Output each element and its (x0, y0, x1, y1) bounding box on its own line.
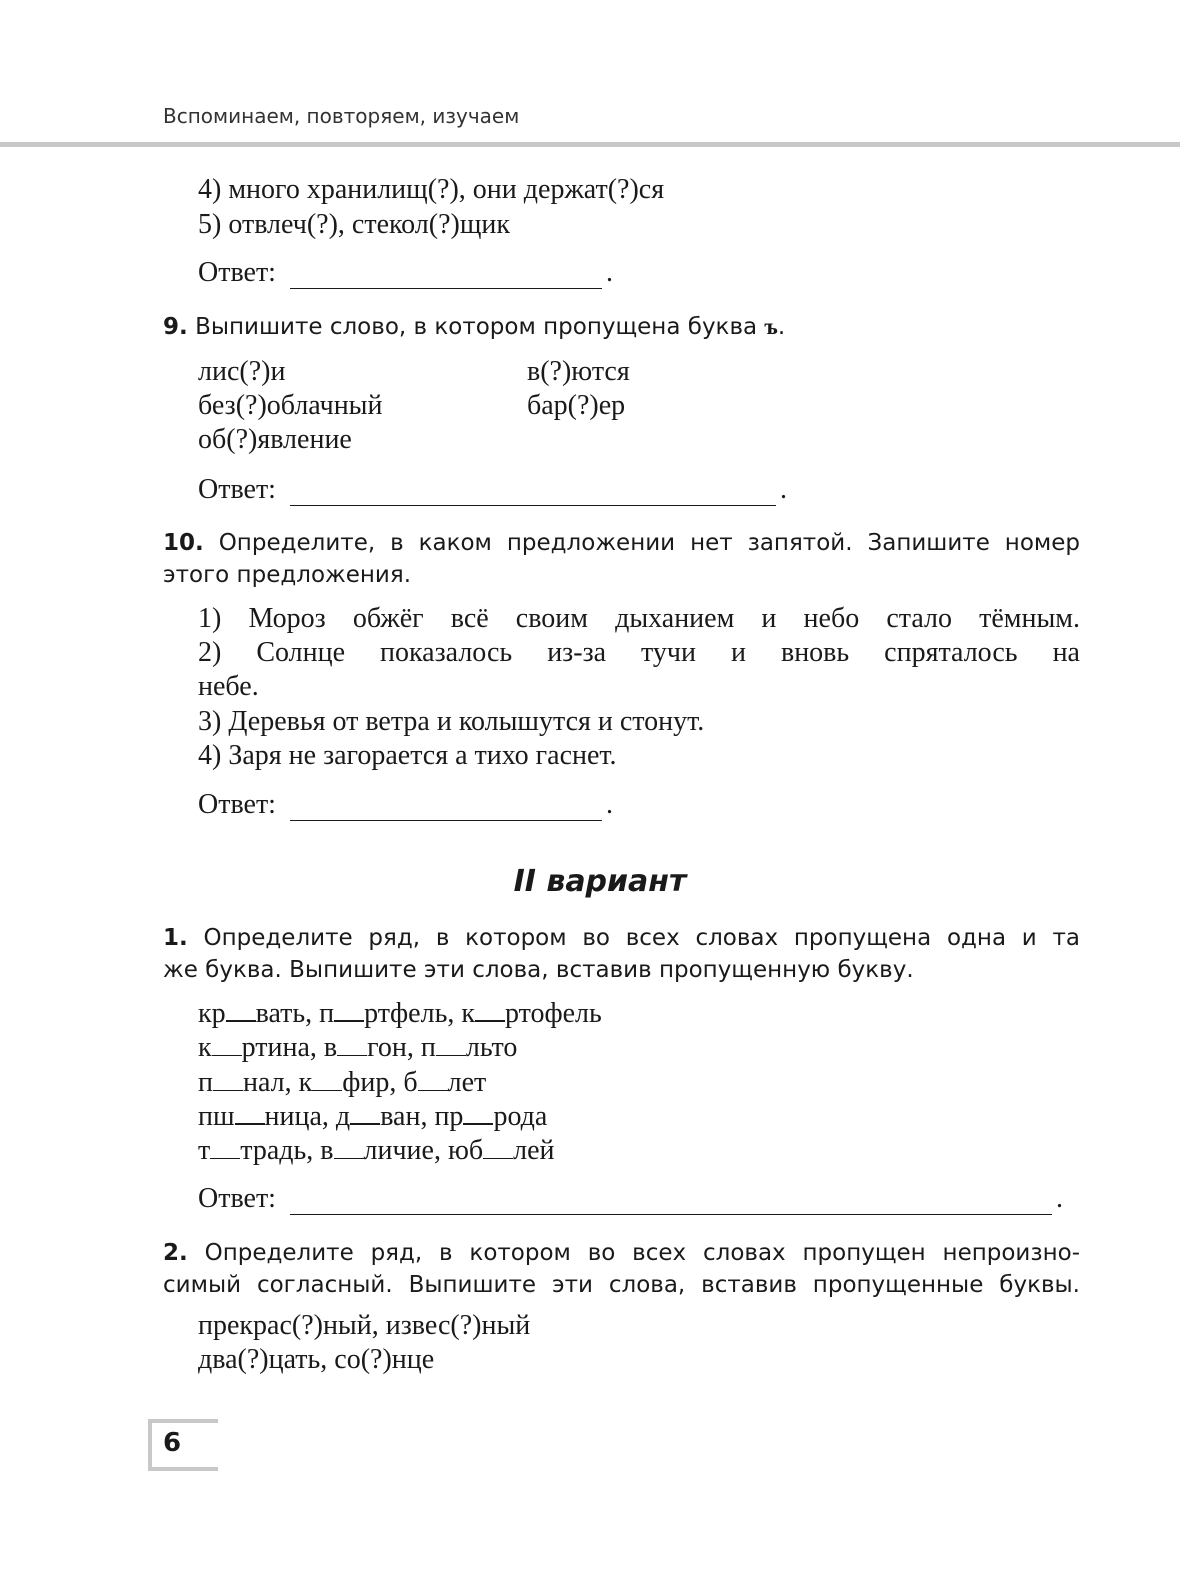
task9-letter: ъ (764, 314, 778, 339)
letter-gap[interactable] (463, 1101, 493, 1125)
word-fragment: льто (465, 1032, 518, 1063)
letter-gap[interactable] (334, 1136, 364, 1159)
task10-prompt-text: Определите, в каком предложении нет запятой. Запишите номер (218, 530, 1081, 556)
task9-number: 9. (163, 314, 188, 340)
task9-word: бар(?)ер (527, 390, 626, 421)
answer-label: Ответ: (198, 257, 276, 288)
letter-gap[interactable] (312, 1068, 342, 1091)
v2task2-line: два(?)цать, со(?)нце (198, 1344, 435, 1375)
v2task1-prompt-text: Определите ряд, в котором во всех словах пропущена одна и та (203, 925, 1081, 951)
letter-gap[interactable] (418, 1068, 448, 1091)
task9-word: в(?)ются (527, 356, 630, 387)
task9-prompt: 9. Выпишите слово, в котором пропущена буква ъ. (163, 314, 786, 340)
letter-gap[interactable] (337, 1033, 367, 1056)
answer-blank-line[interactable] (290, 794, 602, 821)
letter-gap[interactable] (475, 998, 505, 1022)
v2task2-number: 2. (163, 1240, 188, 1266)
header-rule (0, 142, 1180, 147)
word-fragment: гон, п (367, 1032, 436, 1063)
page-number-frame-left (148, 1419, 152, 1471)
v2task1-word-row (198, 1100, 547, 1134)
task10-sentence-3: 3) Деревья от ветра и колышутся и стонут. (198, 706, 705, 737)
v2task1-word-row (198, 997, 602, 1031)
word-fragment: к (198, 1032, 212, 1063)
word-fragment: лей (513, 1135, 555, 1166)
answer-blank-line[interactable] (290, 262, 602, 289)
task9-answer-row: Ответ: . (198, 474, 787, 505)
task9-word: об(?)явление (198, 424, 352, 455)
task10-prompt-line2: этого предложения. (163, 562, 412, 588)
task8-item-4: 4) много хранилищ(?), они держат(?)ся (198, 174, 665, 205)
letter-gap[interactable] (226, 998, 256, 1022)
task9-word: лис(?)и (198, 356, 286, 387)
word-fragment: личие, юб (363, 1135, 484, 1166)
task8-item-5: 5) отвлеч(?), стекол(?)щик (198, 209, 511, 240)
v2task2-prompt-line2: симый согласный. Выпишите эти слова, вставив пропущенные буквы. (163, 1272, 1080, 1298)
word-fragment: фир, б (342, 1067, 418, 1098)
word-fragment: рода (493, 1101, 548, 1132)
page-number-frame-top (148, 1419, 218, 1423)
letter-gap[interactable] (350, 1101, 380, 1125)
word-fragment: кр (198, 998, 226, 1029)
task10-prompt-line1 (163, 527, 1080, 559)
task10-number: 10. (163, 530, 204, 556)
letter-gap[interactable] (213, 1068, 243, 1091)
answer-label: Ответ: (198, 474, 276, 505)
word-fragment: пш (198, 1101, 235, 1132)
task10-sentence-2: 2) Солнце показалось из-за тучи и вновь спряталось на (198, 637, 1080, 668)
answer-label: Ответ: (198, 1183, 276, 1214)
v2task1-word-row (198, 1066, 486, 1100)
page-number: 6 (163, 1428, 182, 1458)
variant-heading: II вариант (513, 864, 687, 899)
letter-gap[interactable] (436, 1033, 466, 1056)
v2task2-prompt-text: Определите ряд, в котором во всех словах пропущен непроизно- (204, 1240, 1081, 1266)
page-number-frame-bottom (148, 1467, 218, 1471)
word-fragment: вать, п (255, 998, 335, 1029)
word-fragment: ртина, в (241, 1032, 338, 1063)
v2task1-answer-row: Ответ: . (198, 1183, 1063, 1214)
task10-sentence-4: 4) Заря не загорается а тихо гаснет. (198, 740, 617, 771)
word-fragment: лет (447, 1067, 487, 1098)
word-fragment: ртфель, к (364, 998, 475, 1029)
word-fragment: т (198, 1135, 211, 1166)
task8-answer-row: Ответ: . (198, 257, 613, 288)
letter-gap[interactable] (212, 1033, 242, 1056)
word-fragment: ртофель (504, 998, 602, 1029)
task10-answer-row: Ответ: . (198, 789, 613, 820)
answer-label: Ответ: (198, 789, 276, 820)
answer-blank-line[interactable] (290, 1188, 1052, 1215)
word-fragment: нал, к (242, 1067, 313, 1098)
v2task2-prompt-line1 (163, 1237, 1080, 1269)
word-fragment: традь, в (240, 1135, 334, 1166)
word-fragment: п (198, 1067, 213, 1098)
word-fragment: ван, пр (380, 1101, 464, 1132)
v2task1-word-row (198, 1031, 517, 1065)
running-header: Вспоминаем, повторяем, изучаем (163, 104, 520, 128)
word-fragment: ница, д (264, 1101, 351, 1132)
task9-prompt-text: Выпишите слово, в котором пропущена буква (195, 314, 758, 340)
letter-gap[interactable] (334, 998, 364, 1022)
task10-sentence-1: 1) Мороз обжёг всё своим дыханием и небо стало тёмным. (198, 603, 1080, 634)
task10-sentence-2-cont: небе. (198, 671, 259, 702)
task9-word: без(?)облачный (198, 390, 383, 421)
v2task2-line: прекрас(?)ный, извес(?)ный (198, 1310, 531, 1341)
letter-gap[interactable] (235, 1101, 265, 1125)
answer-blank-line[interactable] (290, 479, 776, 506)
v2task1-prompt-line2: же буква. Выпишите эти слова, вставив пропущенную букву. (163, 957, 914, 983)
v2task1-prompt-line1 (163, 922, 1080, 954)
letter-gap[interactable] (483, 1136, 513, 1159)
v2task1-number: 1. (163, 925, 188, 951)
letter-gap[interactable] (210, 1136, 240, 1159)
v2task1-word-row (198, 1134, 555, 1168)
